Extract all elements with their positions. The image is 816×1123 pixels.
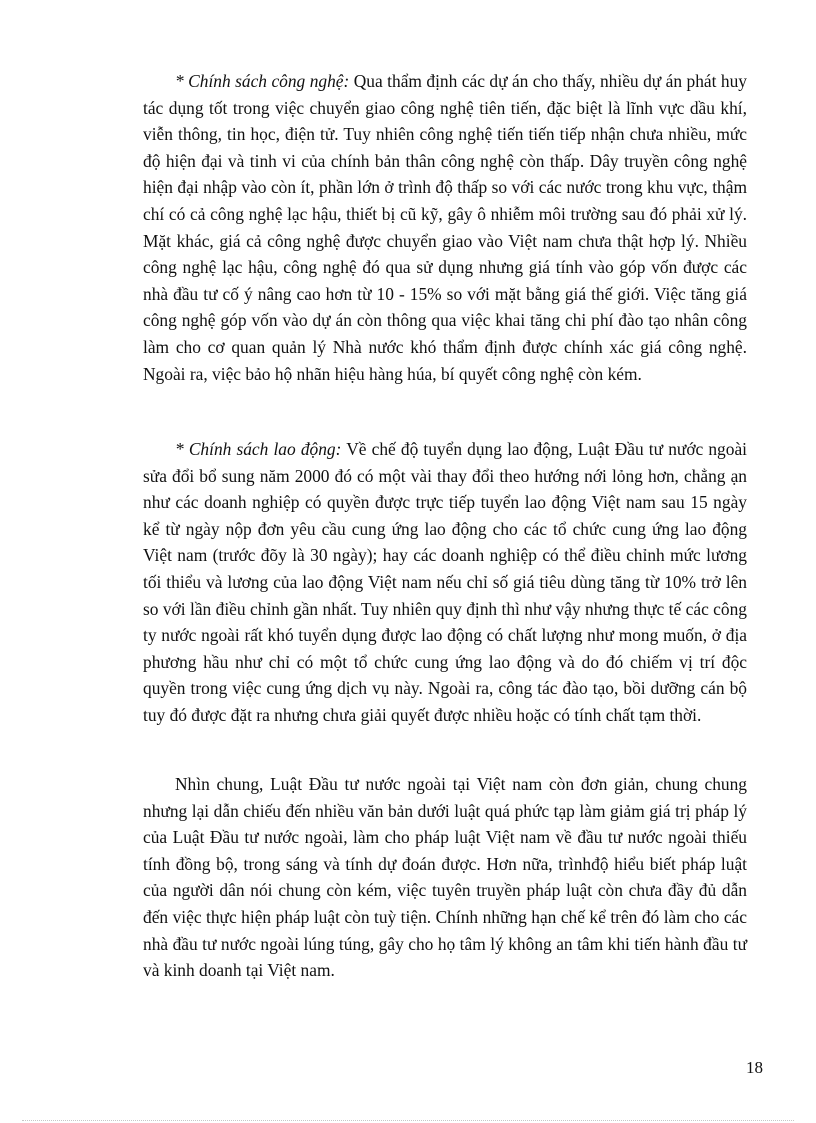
page-bottom-divider (22, 1120, 794, 1121)
paragraph-technology-policy (143, 68, 747, 387)
page-number: 18 (746, 1058, 763, 1077)
paragraph-conclusion (143, 771, 747, 984)
paragraph-labor-policy (143, 436, 747, 729)
paragraph-body-technology-policy: Qua thẩm định các dự án cho thấy, nhiều dự án phát huy tác dụng tốt trong việc chuyển giao công nghệ tiên tiến, đặc biệt là lĩnh vực dầu khí, viễn thông, tin học, điện tử. Tuy nhiên công nghệ tiến tiến tiếp nhận chưa nhiều, mức độ hiện đại và tinh vi của chính bản thân công nghệ còn thấp. Dây truyền công nghệ hiện đại nhập vào còn ít, phần lớn ở trình độ thấp so với các nước trong khu vực, thậm chí có cả công nghệ lạc hậu, thiết bị cũ kỹ, gây ô nhiễm môi trường sau đó phải xử lý. Mặt khác, giá cả công nghệ được chuyển giao vào Việt nam chưa thật hợp lý. Nhiều công nghệ lạc hậu, công nghệ đó qua sử dụng nhưng giá tính vào góp vốn được các nhà đầu tư cố ý nâng cao hơn từ 10 - 15% so với mặt bằng giá thế giới. Việc tăng giá công nghệ góp vốn vào dự án còn thông qua việc khai tăng chi phí đào tạo nhân công làm cho cơ quan quản lý Nhà nước khó thẩm định được chính xác giá công nghệ. Ngoài ra, việc bảo hộ nhãn hiệu hàng húa, bí quyết công nghệ còn kém. (143, 71, 747, 384)
paragraph-lead-technology-policy: * Chính sách công nghệ: (175, 71, 350, 91)
paragraph-lead-labor-policy: * Chính sách lao động: (175, 439, 342, 459)
paragraph-body-conclusion: Nhìn chung, Luật Đầu tư nước ngoài tại Việt nam còn đơn giản, chung chung nhưng lại dẫn chiếu đến nhiều văn bản dưới luật quá phức tạp làm giảm giá trị pháp lý của Luật Đầu tư nước ngoài, làm cho pháp luật Việt nam về đầu tư nước ngoài thiếu tính đồng bộ, trong sáng và tính dự đoán được. Hơn nữa, trìnhđộ hiểu biết pháp luật của người dân nói chung còn kém, việc tuyên truyền pháp luật còn chưa đầy đủ dẫn đến việc thực hiện pháp luật còn tuỳ tiện. Chính những hạn chế kể trên đó làm cho các nhà đầu tư nước ngoài lúng túng, gây cho họ tâm lý không an tâm khi tiến hành đầu tư và kinh doanh tại Việt nam. (143, 774, 747, 981)
paragraph-body-labor-policy: Về chế độ tuyển dụng lao động, Luật Đầu tư nước ngoài sửa đổi bổ sung năm 2000 đó có một vài thay đổi theo hướng nới lỏng hơn, chẳng ạn như các doanh nghiệp có quyền được trực tiếp tuyển lao động Việt nam sau 15 ngày kể từ ngày nộp đơn yêu cầu cung ứng lao động cho các tổ chức cung ứng lao động Việt nam (trước đõy là 30 ngày); hay các doanh nghiệp có thể điều chỉnh mức lương tối thiểu và lương của lao động Việt nam nếu chỉ số giá tiêu dùng tăng từ 10% trở lên so với lần điều chỉnh gần nhất. Tuy nhiên quy định thì như vậy nhưng thực tế các công ty nước ngoài rất khó tuyển dụng được lao động có chất lượng như mong muốn, ở địa phương hầu như chỉ có một tổ chức cung ứng lao động và do đó chiếm vị trí độc quyền trong việc cung ứng dịch vụ này. Ngoài ra, công tác đào tạo, bồi dưỡng cán bộ tuy đó được đặt ra nhưng chưa giải quyết được nhiều hoặc có tính chất tạm thời. (143, 439, 747, 725)
